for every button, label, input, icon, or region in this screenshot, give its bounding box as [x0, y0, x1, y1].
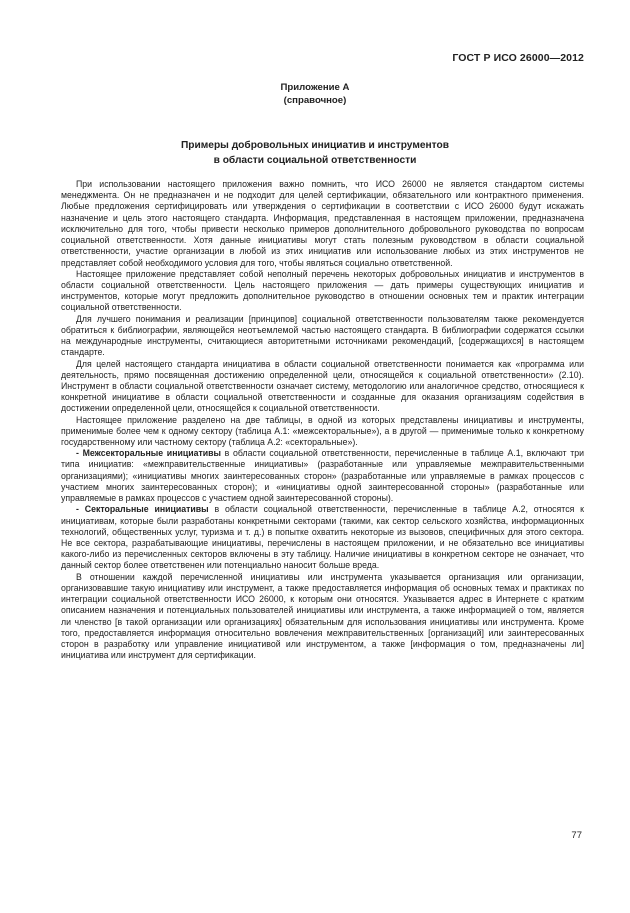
- paragraph: Для целей настоящего стандарта инициатива в области социальной ответственности понимается как «программа или деятельность, прямо посвященная достижению определенной цели, относящейся к социальной ответственности» (2.10). Инструмент в области социальной ответственности означает систему, методологию или аналогичное средство, относящиеся к конкретной инициативе в области социальной ответственности и созданные для оказания организациям содействия в достижении определенной цели, относящейся к социальной ответственности.: [61, 358, 584, 414]
- annex-note: (справочное): [283, 94, 347, 106]
- paragraph: Для лучшего понимания и реализации [принципов] социальной ответственности пользователям также рекомендуется обратиться к библиографии, являющейся неотъемлемой частью настоящего стандарта. В библиографии содержатся ссылки на международные инструменты, считающиеся авторитетными источниками рекомендаций, [содержащихся] в настоящем стандарте.: [61, 313, 584, 358]
- title-line-2: в области социальной ответственности: [213, 154, 417, 166]
- annex-label: Приложение А: [280, 82, 350, 93]
- bullet-intersectoral-text: в области социальной ответственности, перечисленные в таблице А.1, включают три типа инициатив: «межправительственные инициативы» (разработанные или управляемые межправительственными организациями); «инициативы многих заинтересованных сторон» (разработанные или управляемые в рамках процессов с участием многих заинтересованных сторон); и «инициативы одной заинтересованной стороны» (разработанные или управляемые в рамках процессов с участием одной заинтересованной стороны).: [61, 448, 584, 504]
- bullet-sectoral: [61, 504, 584, 571]
- body-text: [61, 179, 584, 661]
- page-title: [0, 139, 630, 168]
- standard-header: ГОСТ Р ИСО 26000—2012: [452, 52, 584, 64]
- bullet-sectoral-text: в области социальной ответственности, перечисленные в таблице А.2, относятся к инициативам, которые были разработаны конкретными секторами (такими, как сектор сельского хозяйства, информационных технологий, общественных услуг, туризма и т. д.) в попытке охватить некоторые из вызовов, специфичных для этого сектора. Не все сектора, разрабатывающие инициативы, перечислены в настоящем приложении, и не обязательно все инициативы какого-либо из перечисленных секторов включены в эту таблицу. Наличие инициативы в конкретном секторе не означает, что данный сектор более ответственен или потенциально наносит больше вреда.: [61, 504, 584, 571]
- paragraph: Настоящее приложение разделено на две таблицы, в одной из которых представлены инициативы и инструменты, применимые более чем к одному сектору (таблица А.1: «межсекторальные»), а в другой — применимые только к конкретному государственному или частному сектору (таблица А.2: «секторальные»).: [61, 414, 584, 448]
- paragraph: Настоящее приложение представляет собой неполный перечень некоторых добровольных инициатив и инструментов в области социальной ответственности. Цель настоящего приложения — дать примеры существующих инициатив и инструментов, которые могут предложить дополнительное руководство в отношении основных тем и практик интеграции социальной ответственности.: [61, 268, 584, 313]
- paragraph: В отношении каждой перечисленной инициативы или инструмента указывается организация или организации, организовавшие такую инициативу или инструмент, а также предоставляется информация об основных темах и практиках по интеграции социальной ответственности ИСО 26000, к которым они относятся. Указывается адрес в Интернете с кратким описанием назначения и потенциальных пользователей инициативы или инструмента, а также информацией о том, является ли членство [в такой организации или организациях] обязательным для использования инициативы или инструмента. Кроме того, предоставляется информация относительно вовлечения межправительственных [организаций] или заинтересованных сторон в разработку или управление инициативой или инструментом, а также [информация о том, предназначены ли] инициатива или инструмент для сертификации.: [61, 571, 584, 661]
- bullet-intersectoral-lead: - Межсекторальные инициативы: [76, 448, 221, 459]
- page-number: 77: [571, 830, 582, 841]
- title-line-1: Примеры добровольных инициатив и инструментов: [180, 140, 450, 151]
- annex-heading: [0, 82, 630, 107]
- bullet-sectoral-lead: - Секторальные инициативы: [76, 504, 209, 515]
- bullet-intersectoral: [61, 448, 584, 504]
- paragraph: При использовании настоящего приложения важно помнить, что ИСО 26000 не является стандартом системы менеджмента. Он не предназначен и не подходит для целей сертификации, обязательного или контрактного применения. Любые предложения сертифицировать или утверждения о сертификации в соответствии с ИСО 26000 будут искажать назначение и цель этого настоящего стандарта. Информация, представленная в настоящем приложении, предназначена исключительно для того, чтобы привести несколько примеров дополнительного добровольного руководства по вопросам социальной ответственности. Хотя данные инициативы могут стать полезным руководством в области социальной ответственности, участие организации в любой из этих инициатив или использование любых из этих инструментов не представляет собой необходимого условия для того, чтобы являться социально ответственной.: [61, 179, 584, 268]
